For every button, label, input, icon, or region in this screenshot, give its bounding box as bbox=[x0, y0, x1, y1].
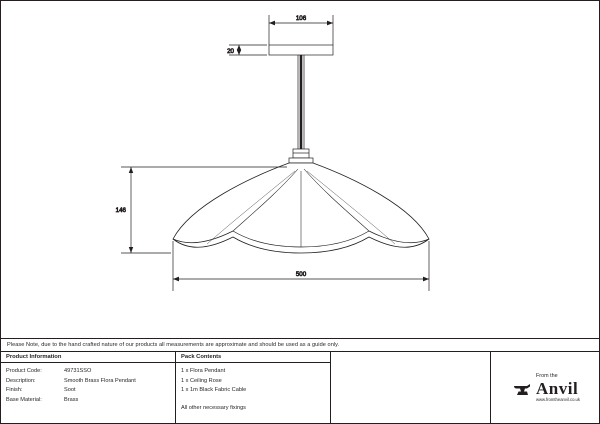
table-row bbox=[6, 377, 170, 387]
brand-logo bbox=[491, 352, 600, 424]
table-row bbox=[6, 386, 170, 396]
table-row bbox=[6, 396, 170, 406]
logo-from-text: From the bbox=[536, 373, 558, 380]
measurement-note bbox=[1, 338, 600, 352]
list-item: 1 x Flora Pendant bbox=[181, 368, 226, 374]
product-information-body bbox=[1, 363, 175, 405]
dimension-top-width-label: 106 bbox=[295, 15, 307, 22]
product-information-header: Product Information bbox=[1, 352, 175, 363]
spec-label: Product Code: bbox=[6, 368, 42, 374]
lamp-holder bbox=[289, 149, 313, 163]
dimension-shade-width-label: 500 bbox=[295, 271, 307, 278]
dimension-rose-height-label: 20 bbox=[227, 48, 234, 55]
list-item: 1 x Ceiling Rose bbox=[181, 377, 222, 384]
pack-contents-header: Pack Contents bbox=[176, 352, 330, 363]
dimension-rose-height bbox=[229, 45, 267, 55]
spec-value: 49731SSO bbox=[64, 368, 92, 374]
logo-url-text: www.fromtheanvil.co.uk bbox=[536, 396, 580, 402]
logo-name-text: Anvil bbox=[536, 378, 579, 398]
flora-shade bbox=[173, 163, 429, 253]
spec-label: Finish: bbox=[6, 387, 23, 393]
product-information-column bbox=[1, 352, 176, 424]
measurement-note-text: Please Note, due to the hand crafted nature of our products all measurements are approximate and should be used as a guide only. bbox=[7, 342, 340, 348]
pack-contents-body bbox=[176, 363, 330, 413]
ceiling-rose bbox=[269, 45, 333, 55]
spec-label: Description: bbox=[6, 377, 36, 384]
dimension-shade-height-label: 146 bbox=[115, 207, 126, 214]
spec-value: Brass bbox=[64, 396, 79, 403]
spec-table bbox=[1, 352, 600, 424]
spec-label: Base Material: bbox=[6, 396, 42, 403]
anvil-icon bbox=[512, 378, 532, 398]
pack-contents-footer: All other necessary fixings bbox=[181, 404, 246, 411]
pack-contents-column bbox=[176, 352, 331, 424]
spec-value: Soot bbox=[64, 387, 76, 393]
blank-column bbox=[331, 352, 491, 424]
table-row bbox=[6, 367, 170, 377]
technical-drawing bbox=[1, 1, 600, 339]
spec-value: Smooth Brass Flora Pendant bbox=[64, 377, 136, 384]
list-item: 1 x 1m Black Fabric Cable bbox=[181, 387, 247, 393]
pendant-cable bbox=[298, 55, 304, 149]
